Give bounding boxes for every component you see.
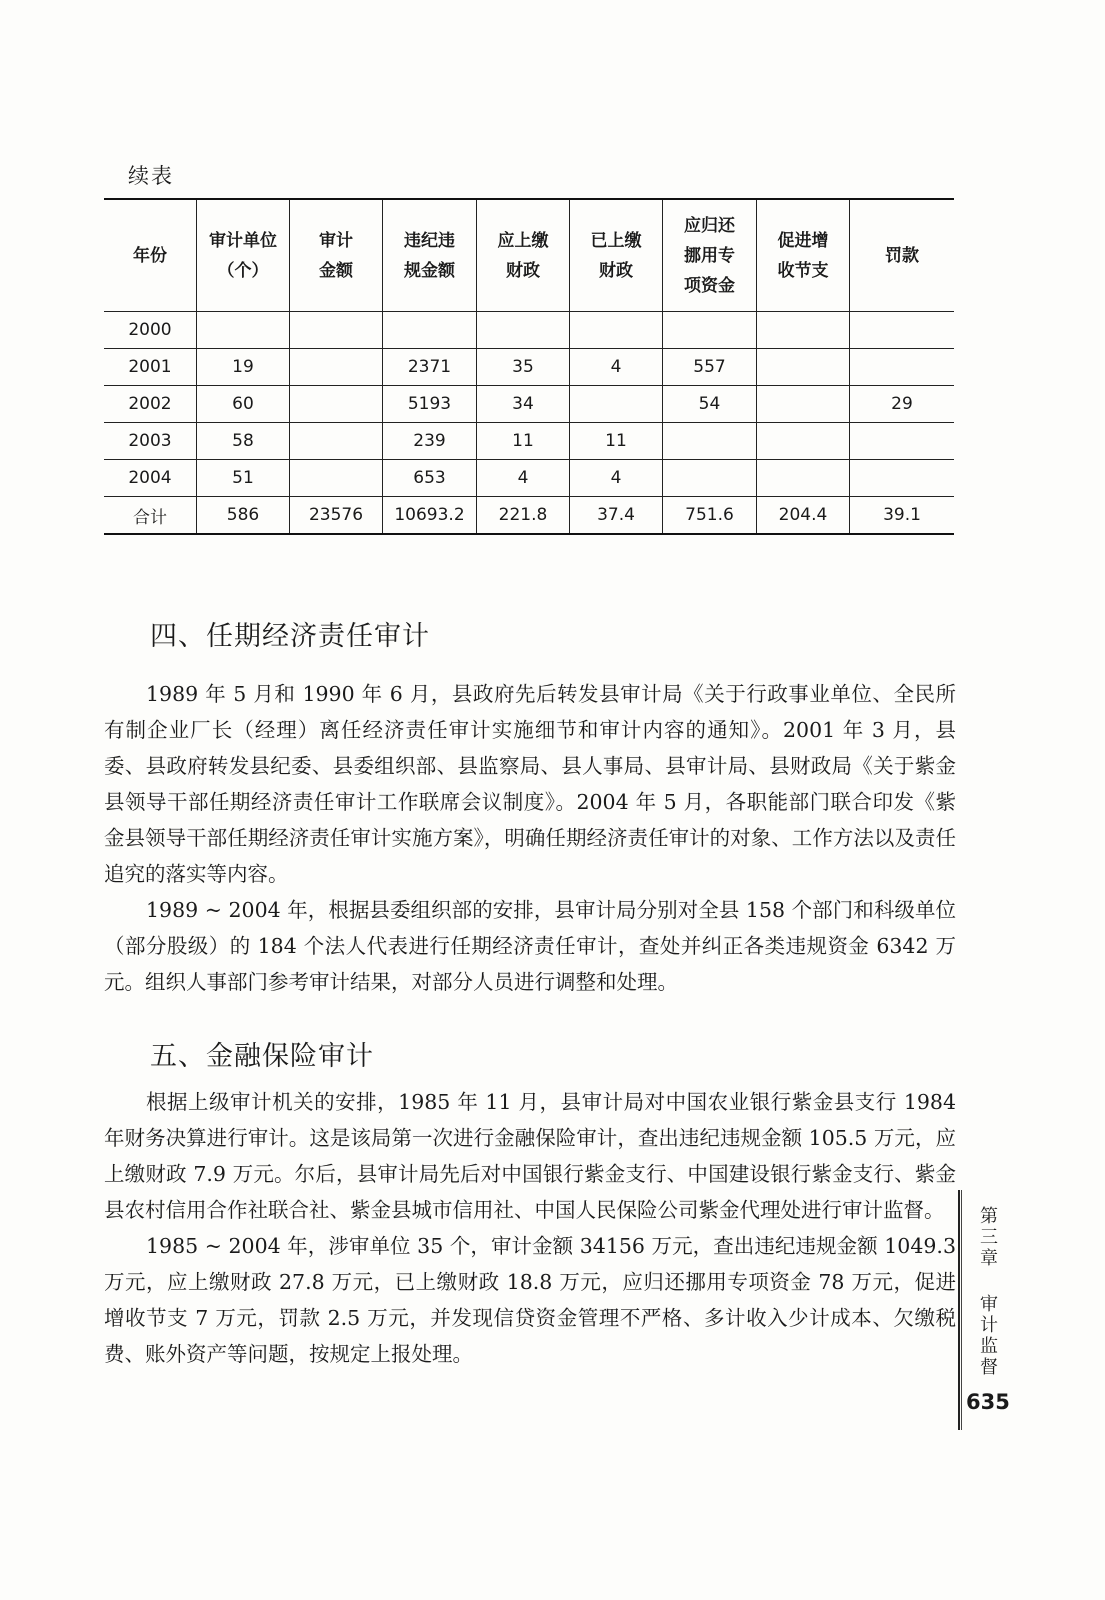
table-cell: 11 (570, 423, 663, 460)
table-cell: 751.6 (663, 497, 757, 535)
table-cell: 19 (197, 349, 290, 386)
header-due-to-treasury: 应上缴 财政 (477, 199, 570, 312)
table-cell (197, 312, 290, 349)
table-cell (290, 460, 383, 497)
table-cell: 4 (477, 460, 570, 497)
table-cell: 58 (197, 423, 290, 460)
table-cell (663, 423, 757, 460)
continued-table-label: 续表 (128, 164, 174, 188)
table-cell (290, 423, 383, 460)
table-cell (477, 312, 570, 349)
table-row (104, 423, 954, 460)
header-misused-funds-returned: 应归还 挪用专 项资金 (663, 199, 757, 312)
table-cell (570, 312, 663, 349)
table-cell (290, 312, 383, 349)
table-cell: 11 (477, 423, 570, 460)
table-cell: 23576 (290, 497, 383, 535)
table-cell: 4 (570, 349, 663, 386)
table-cell (757, 386, 850, 423)
header-year: 年份 (104, 199, 197, 312)
table-cell: 557 (663, 349, 757, 386)
table-header-row (104, 199, 954, 312)
table-cell: 54 (663, 386, 757, 423)
table-cell (850, 423, 955, 460)
table-cell: 37.4 (570, 497, 663, 535)
table-cell: 239 (383, 423, 477, 460)
table-cell (663, 312, 757, 349)
table-cell: 653 (383, 460, 477, 497)
table-cell: 2001 (104, 349, 197, 386)
header-audit-amount: 审计 金额 (290, 199, 383, 312)
table-cell (570, 386, 663, 423)
table-row (104, 349, 954, 386)
table-cell: 586 (197, 497, 290, 535)
table-cell: 204.4 (757, 497, 850, 535)
header-fines: 罚款 (850, 199, 955, 312)
table-cell (757, 349, 850, 386)
table-cell: 5193 (383, 386, 477, 423)
table-row (104, 386, 954, 423)
table-cell: 29 (850, 386, 955, 423)
header-paid-to-treasury: 已上缴 财政 (570, 199, 663, 312)
chapter-number: 第 三 章 (980, 1206, 998, 1269)
table-cell: 4 (570, 460, 663, 497)
table-cell (383, 312, 477, 349)
table-cell (757, 312, 850, 349)
table-cell (290, 386, 383, 423)
table-cell: 2003 (104, 423, 197, 460)
table-cell: 合计 (104, 497, 197, 535)
section-5-body (104, 1084, 956, 1372)
table-cell (663, 460, 757, 497)
table-cell: 35 (477, 349, 570, 386)
table-cell: 60 (197, 386, 290, 423)
table-cell (757, 423, 850, 460)
audit-statistics-table (104, 198, 954, 535)
header-revenue-savings: 促进增 收节支 (757, 199, 850, 312)
table-cell (757, 460, 850, 497)
margin-rule (958, 1190, 960, 1430)
page-number: 635 (966, 1390, 1010, 1414)
section-4-paragraph: 1989 年 5 月和 1990 年 6 月，县政府先后转发县审计局《关于行政事业单位、全民所有制企业厂长（经理）离任经济责任审计实施细节和审计内容的通知》。2001 年 3 月，县委、县政府转发县纪委、县委组织部、县监察局、县人事局、县审计局、县财政局《关于紫金县领导干部任期经济责任审计工作联席会议制度》。2004 年 5 月，各职能部门联合印发《紫金县领导干部任期经济责任审计实施方案》，明确任期经济责任审计的对象、工作方法以及责任追究的落实等内容。 (104, 682, 956, 886)
table-cell (850, 312, 955, 349)
table-cell: 2000 (104, 312, 197, 349)
table-total-row (104, 497, 954, 535)
table-cell (290, 349, 383, 386)
header-violation-amount: 违纪违 规金额 (383, 199, 477, 312)
table-row (104, 460, 954, 497)
section-5-heading: 五、金融保险审计 (150, 1041, 374, 1072)
table-cell: 51 (197, 460, 290, 497)
chapter-title: 审 计 监 督 (980, 1294, 998, 1378)
margin-rule-inner (961, 1190, 962, 1430)
section-4-paragraph: 1989 ~ 2004 年，根据县委组织部的安排，县审计局分别对全县 158 个部门和科级单位（部分股级）的 184 个法人代表进行任期经济责任审计，查处并纠正各类违规资金 6342 万元。组织人事部门参考审计结果，对部分人员进行调整和处理。 (104, 898, 956, 994)
section-5-paragraph: 1985 ~ 2004 年，涉审单位 35 个，审计金额 34156 万元，查出违纪违规金额 1049.3 万元，应上缴财政 27.8 万元，已上缴财政 18.8 万元，应归还挪用专项资金 78 万元，促进增收节支 7 万元，罚款 2.5 万元，并发现信贷资金管理不严格、多计收入少计成本、欠缴税费、账外资产等问题，按规定上报处理。 (104, 1234, 956, 1366)
table-cell: 2371 (383, 349, 477, 386)
table-cell: 2002 (104, 386, 197, 423)
table-cell: 34 (477, 386, 570, 423)
section-5-paragraph: 根据上级审计机关的安排，1985 年 11 月，县审计局对中国农业银行紫金县支行 1984 年财务决算进行审计。这是该局第一次进行金融保险审计，查出违纪违规金额 105.5 万元，应上缴财政 7.9 万元。尔后，县审计局先后对中国银行紫金支行、中国建设银行紫金支行、紫金县农村信用合作社联合社、紫金县城市信用社、中国人民保险公司紫金代理处进行审计监督。 (104, 1090, 956, 1222)
table-row (104, 312, 954, 349)
table-cell (850, 460, 955, 497)
table-cell: 2004 (104, 460, 197, 497)
table-cell: 10693.2 (383, 497, 477, 535)
table-cell (850, 349, 955, 386)
section-4-heading: 四、任期经济责任审计 (150, 621, 430, 652)
table-cell: 39.1 (850, 497, 955, 535)
section-4-body (104, 676, 956, 1000)
table-cell: 221.8 (477, 497, 570, 535)
header-audit-units: 审计单位 （个） (197, 199, 290, 312)
